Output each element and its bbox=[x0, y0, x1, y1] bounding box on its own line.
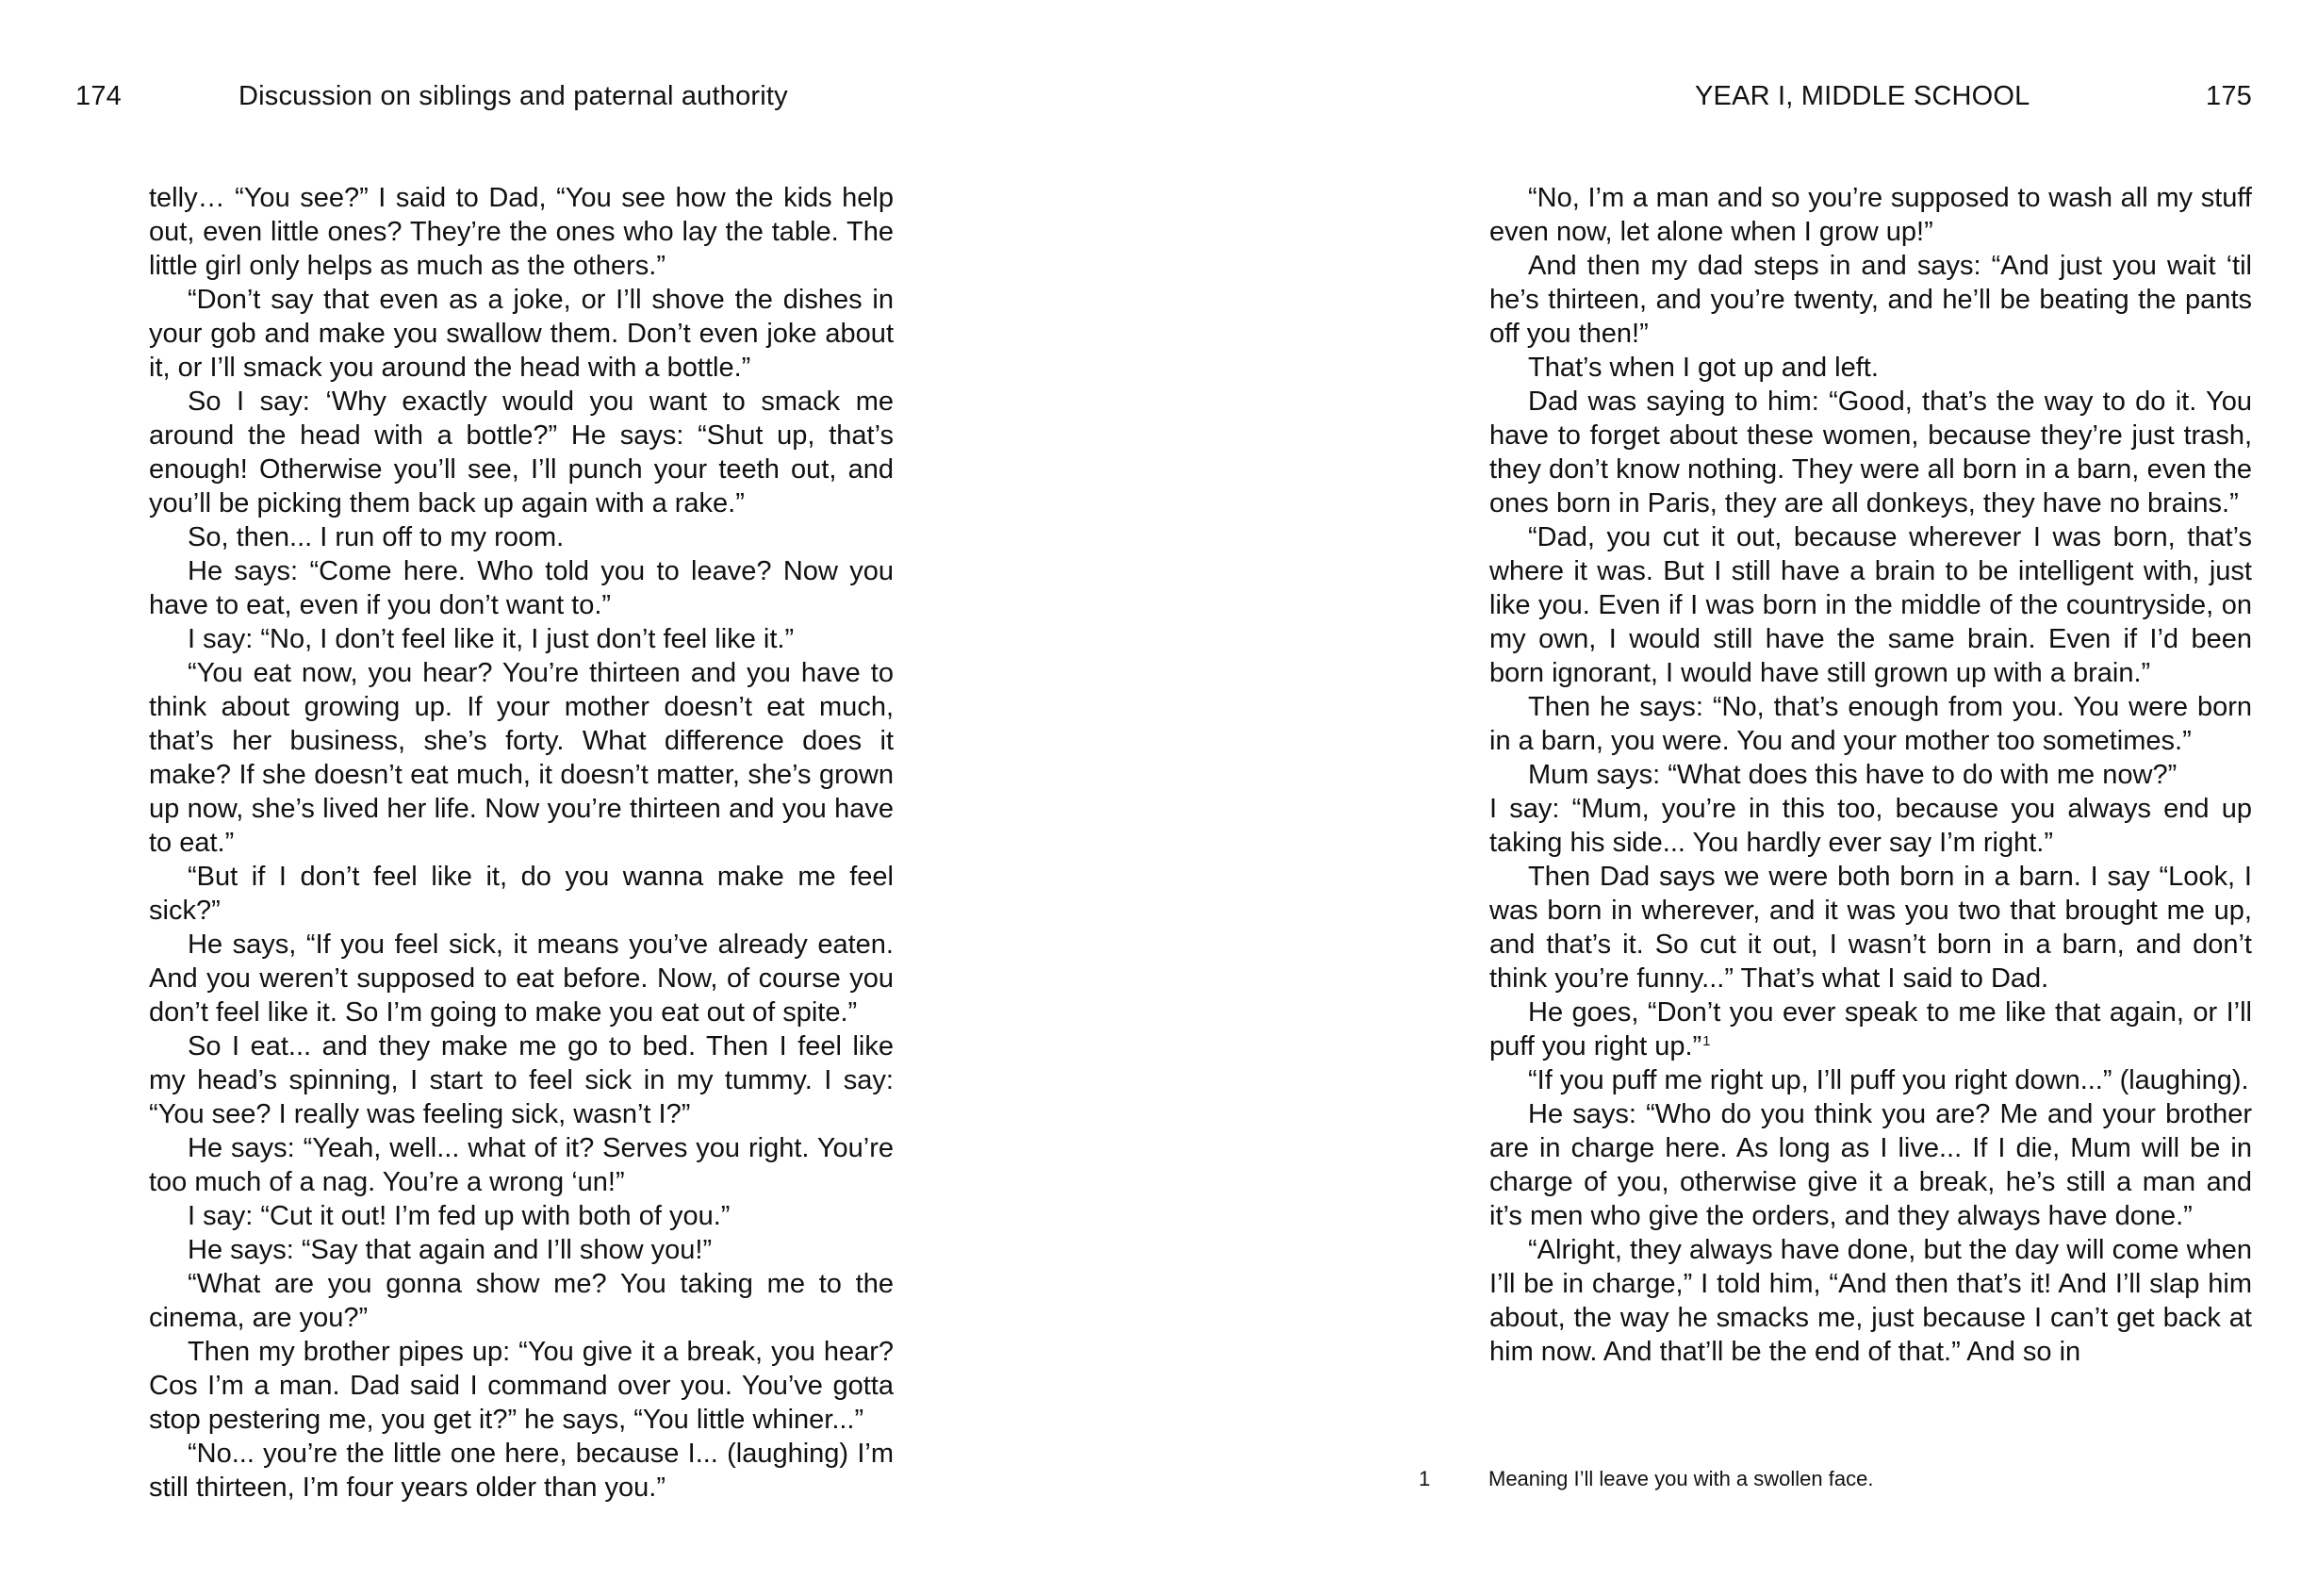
right-page bbox=[1151, 0, 2301, 1596]
paragraph: He says: “Come here. Who told you to leave? Now you have to eat, even if you don’t want to.” bbox=[149, 556, 894, 620]
paragraph: So I say: ‘Why exactly would you want to smack me around the head with a bottle?” He says: “Shut up, that’s enough! Otherwise you’ll see, I’ll punch your teeth out, and you’ll be picking them back up again with a rake.” bbox=[149, 387, 894, 518]
right-running-head: YEAR I, MIDDLE SCHOOL bbox=[1695, 81, 2030, 111]
paragraph: I say: “Cut it out! I’m fed up with both of you.” bbox=[188, 1201, 731, 1231]
paragraph: He says: “Say that again and I’ll show you!” bbox=[188, 1235, 713, 1265]
paragraph: Dad was saying to him: “Good, that’s the way to do it. You have to forget about these women, because they’re just trash, they don’t know nothing. They were all born in a barn, even the ones born in Paris, they are all donkeys, they have no brains.” bbox=[1489, 387, 2252, 518]
paragraph: That’s when I got up and left. bbox=[1528, 353, 1879, 383]
paragraph: Then Dad says we were both born in a barn. I say “Look, I was born in wherever, and it was you two that brought me up, and that’s it. So cut it out, I wasn’t born in a barn, and don’t think you’re funny...” That’s what I said to Dad. bbox=[1489, 862, 2252, 994]
paragraph: “If you puff me right up, I’ll puff you right down...” (laughing). bbox=[1528, 1065, 2249, 1095]
right-page-number: 175 bbox=[2206, 81, 2252, 111]
footnote-number: 1 bbox=[1419, 1467, 1431, 1490]
paragraph: And then my dad steps in and says: “And just you wait ‘til he’s thirteen, and you’re twenty, and he’ll be beating the pants off you then!” bbox=[1489, 251, 2252, 349]
paragraph: He says: “Who do you think you are? Me and your brother are in charge here. As long as I live... If I die, Mum will be in charge of you, otherwise give it a break, he’s still a man and it’s men who give the orders, and they always have done.” bbox=[1489, 1099, 2252, 1231]
paragraph: I say: “No, I don’t feel like it, I just don’t feel like it.” bbox=[188, 624, 795, 654]
paragraph: He says, “If you feel sick, it means you’ve already eaten. And you weren’t supposed to eat before. Now, of course you don’t feel like it. So I’m going to make you eat out of spite.” bbox=[149, 930, 894, 1028]
paragraph-text: He goes, “Don’t you ever speak to me like that again, or I’ll puff you right up.” bbox=[1489, 997, 2252, 1061]
paragraph-with-note bbox=[1489, 995, 2252, 1063]
left-page bbox=[0, 0, 1150, 1596]
paragraph: “No, I’m a man and so you’re supposed to wash all my stuff even now, let alone when I grow up!” bbox=[1489, 183, 2252, 247]
paragraph: So, then... I run off to my room. bbox=[188, 522, 565, 552]
paragraph: He says: “Yeah, well... what of it? Serves you right. You’re too much of a nag. You’re a wrong ‘un!” bbox=[149, 1133, 894, 1197]
paragraph: “Dad, you cut it out, because wherever I was born, that’s where it was. But I still have a brain to be intelligent with, just like you. Even if I was born in the middle of the countryside, on my own, I would still have the same brain. Even if I’d been born ignorant, I would have still grown up with a brain.” bbox=[1489, 522, 2252, 688]
paragraph: telly… “You see?” I said to Dad, “You see how the kids help out, even little ones? They’re the ones who lay the table. The little girl only helps as much as the others.” bbox=[149, 183, 894, 281]
paragraph: Then my brother pipes up: “You give it a break, you hear? Cos I’m a man. Dad said I command over you. You’ve gotta stop pestering me, you get it?” he says, “You little whiner...” bbox=[149, 1337, 894, 1435]
left-running-head: Discussion on siblings and paternal authority bbox=[238, 81, 788, 111]
paragraph: I say: “Mum, you’re in this too, because you always end up taking his side... You hardly ever say I’m right.” bbox=[1489, 794, 2252, 858]
paragraph: “Alright, they always have done, but the day will come when I’ll be in charge,” I told him, “And then that’s it! And I’ll slap him about, the way he smacks me, just because I can’t get back at him now. And that’ll be the end of that.” And so in bbox=[1489, 1235, 2252, 1367]
paragraph: Then he says: “No, that’s enough from you. You were born in a barn, you were. You and your mother too sometimes.” bbox=[1489, 692, 2252, 756]
paragraph: “But if I don’t feel like it, do you wanna make me feel sick?” bbox=[149, 862, 894, 926]
paragraph: Mum says: “What does this have to do with me now?” bbox=[1528, 760, 2178, 790]
left-body-text bbox=[149, 181, 894, 1505]
right-body-text bbox=[1489, 181, 2252, 1369]
left-page-number: 174 bbox=[75, 81, 122, 111]
paragraph: So I eat... and they make me go to bed. Then I feel like my head’s spinning, I start to feel sick in my tummy. I say: “You see? I really was feeling sick, wasn’t I?” bbox=[149, 1031, 894, 1129]
paragraph: “What are you gonna show me? You taking me to the cinema, are you?” bbox=[149, 1269, 894, 1333]
paragraph: “You eat now, you hear? You’re thirteen and you have to think about growing up. If your mother doesn’t eat much, that’s her business, she’s forty. What difference does it make? If she doesn’t eat much, it doesn’t matter, she’s grown up now, she’s lived her life. Now you’re thirteen and you have to eat.” bbox=[149, 658, 894, 858]
paragraph: “Don’t say that even as a joke, or I’ll shove the dishes in your gob and make you swallow them. Don’t even joke about it, or I’ll smack you around the head with a bottle.” bbox=[149, 285, 894, 383]
footnote-text: Meaning I’ll leave you with a swollen face. bbox=[1488, 1467, 1874, 1490]
footnote-marker[interactable]: 1 bbox=[1702, 1033, 1711, 1049]
paragraph: “No... you’re the little one here, because I... (laughing) I’m still thirteen, I’m four years older than you.” bbox=[149, 1439, 894, 1503]
